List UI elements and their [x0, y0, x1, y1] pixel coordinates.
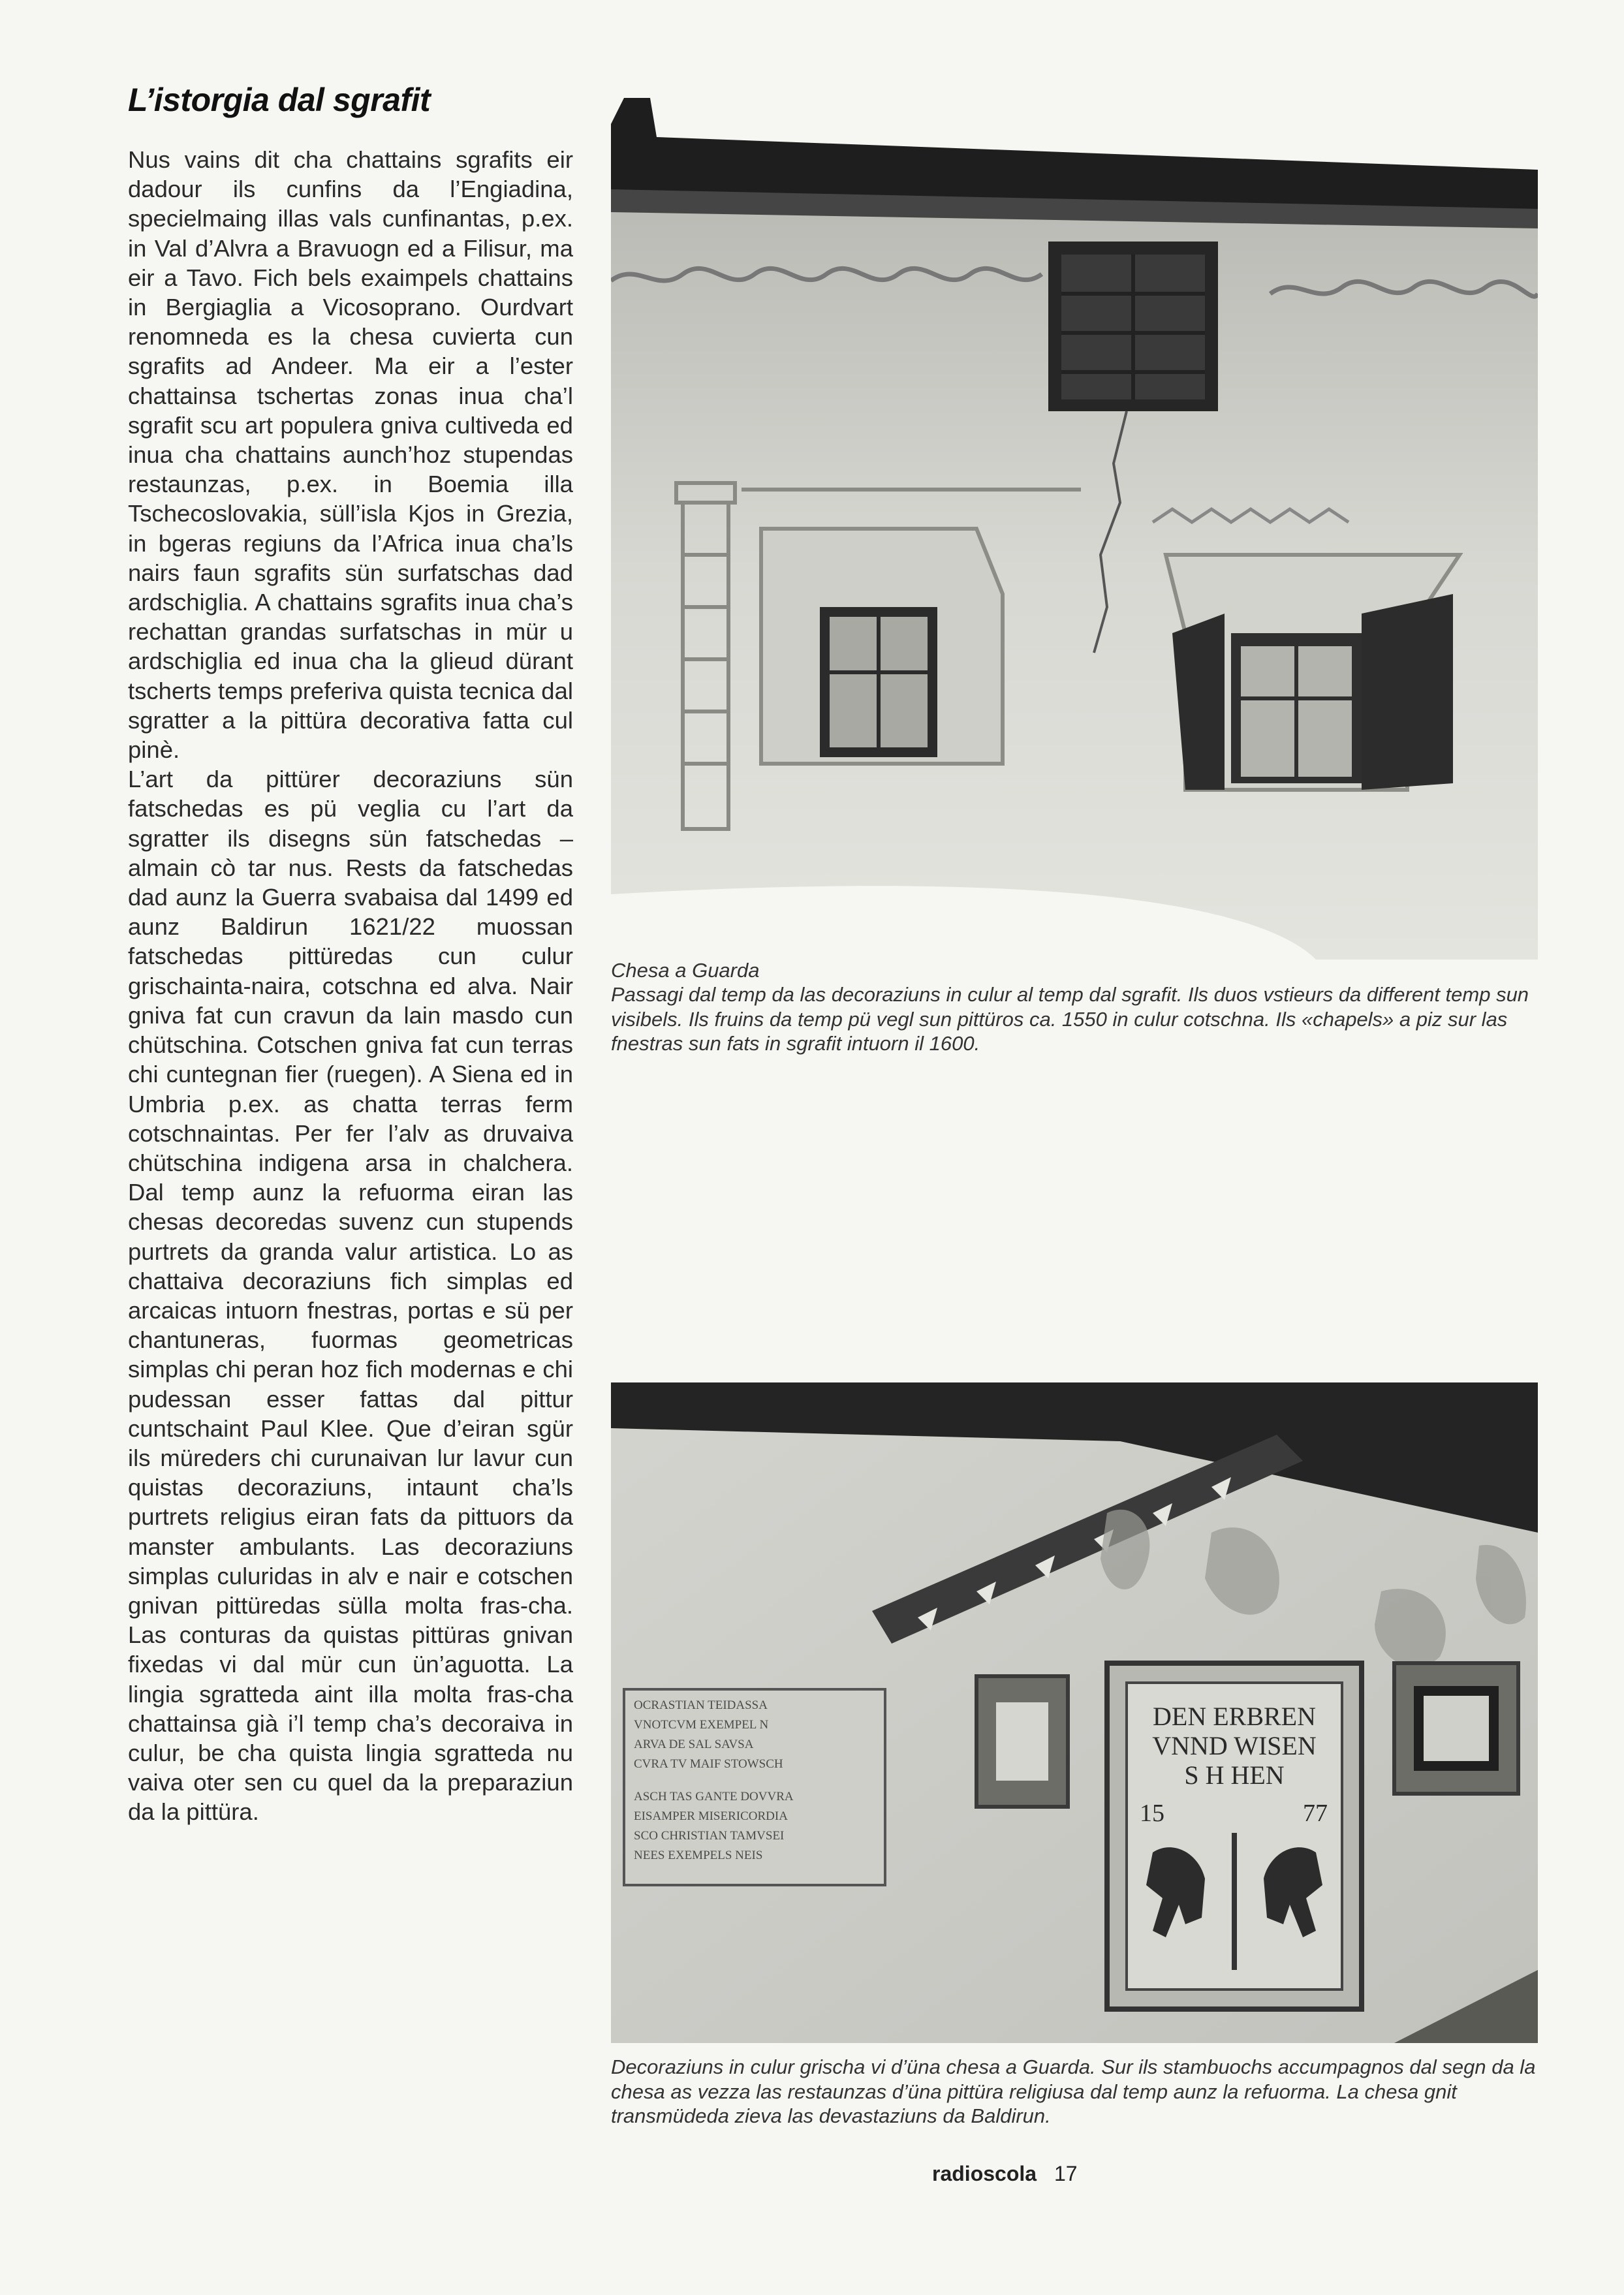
- inscription-line: VNOTCVM EXEMPEL N: [634, 1718, 769, 1732]
- inscription-line: SCO CHRISTIAN TAMVSEI: [634, 1829, 785, 1843]
- shield-year-left: 15: [1140, 1800, 1164, 1827]
- body-paragraph: Nus vains dit cha chattains sgrafits eir dadour ils cunfins da l’Engiadina, specielmaing illas vals cunfinantas, p.ex. in Val d’Alvra a Bravuogn ed a Filisur, ma eir a Tavo. Fich bels exaimpels chattains in Bergiaglia a Vicosoprano. Ourdvart renomneda es la chesa cuvierta cun sgrafits ad Andeer. Ma eir a l’ester chattainsa tschertas zonas inua cha’l sgrafit scu art populera gniva cultiveda ed inua cha chattains aunch’hoz stupendas restaunzas, p.ex. in Boemia illa Tschecoslovakia, süll’isla Kjos in Grezia, in bgeras regiuns da l’Africa inua cha’ls nairs faun sgrafits sün surfatschas dad ardschiglia. A chattains sgrafits inua cha’s rechattan grandas surfatschas in mür u ardschiglia ed inua cha la glieud dürant tscherts temps preferiva quista tecnica dal sgratter a la pittüra decorativa fatta cul pinè.: [128, 146, 573, 764]
- shield-text-line: VNND WISEN: [1152, 1731, 1317, 1760]
- article-title: L’istorgia dal sgrafit: [128, 82, 431, 118]
- shield-year-right: 77: [1303, 1800, 1328, 1827]
- inscription-line: EISAMPER MISERICORDIA: [634, 1809, 788, 1823]
- magazine-name: radioscola: [932, 2162, 1037, 2185]
- photo-bottom-caption: Decoraziuns in culur grischa vi d’üna chesa a Guarda. Sur ils stambuochs accumpagnos dal segn da la chesa as vezza las restaunzas d’üna pittüra religiusa dal temp aunz la refuorma. La chesa gnit transmüdeda zieva las devastaziuns da Baldirun.: [611, 2055, 1536, 2127]
- shield-text-line: DEN ERBREN: [1153, 1702, 1316, 1731]
- inscription-line: CVRA TV MAIF STOWSCH: [634, 1757, 783, 1771]
- inscription-line: NEES EXEMPELS NEIS: [634, 1849, 763, 1862]
- photo-top-location: Chesa a Guarda: [611, 959, 760, 982]
- inscription-line: ARVA DE SAL SAVSA: [634, 1738, 754, 1751]
- article-body: [128, 145, 573, 1827]
- page-footer: [932, 2162, 1078, 2186]
- inscription-line: ASCH TAS GANTE DOVVRA: [634, 1790, 794, 1803]
- photo-facade-windows: [611, 98, 1538, 960]
- body-paragraph: L’art da pittürer decoraziuns sün fatschedas es pü veglia cu l’art da sgratter ils disegns sün fatschedas – almain cò tar nus. Rests da fatschedas dad aunz la Guerra svabaisa dal 1499 ed aunz Baldirun 1621/22 muossan fatschedas pittüredas cun culur grischainta-naira, cotschna ed alva. Nair gniva fat cun cravun da lain masdo cun chütschina. Cotschen gniva fat cun terras chi cuntegnan fier (ruegen). A Siena ed in Umbria p.ex. as chatta terras ferm cotschnaintas. Per fer l’alv as druvaiva chütschina indigena arsa in chalchera. Dal temp aunz la refuorma eiran las chesas decoredas suvenz cun stupends purtrets da granda valur artistica. Lo as chattaiva decoraziuns fich simplas ed arcaicas intuorn fnestras, portas e sü per chantuneras, fuormas geometricas simplas chi peran hoz fich modernas e chi pudessan esser fattas dal pittur cuntschaint Paul Klee. Que d’eiran sgür ils müreders chi curunaivan lur lavur cun quistas decoraziuns, intaunt cha’ls purtrets religius eiran fats da pittuors da manster ambulants. Las decoraziuns simplas culuridas in alv e nair e cotschen gnivan pittüredas sülla molta fras-cha. Las conturas da quistas pittüras gnivan fixedas vi dal mür cun ün’aguotta. La lingia sgratteda aint illa molta fras-cha chattainsa già i’l temp cha’s decoraiva in culur, be cha quista lingia sgratteda nu vaiva oter sen cu quel da la preparaziun da la pittüra.: [128, 766, 573, 1826]
- page-number: 17: [1054, 2162, 1078, 2185]
- photo-top-caption: Passagi dal temp da las decoraziuns in culur al temp dal sgrafit. Ils duos vstieurs da different temp sun visibels. Ils fruins da temp pü vegl sun pittüros ca. 1550 in culur cotschna. Ils «chapels» a piz sur las fnestras sun fats in sgrafit intuorn il 1600.: [611, 983, 1529, 1055]
- inscription-line: OCRASTIAN TEIDASSA: [634, 1698, 768, 1712]
- shield-text-line: S H HEN: [1184, 1760, 1285, 1790]
- photo-painted-facade: [611, 1382, 1538, 2043]
